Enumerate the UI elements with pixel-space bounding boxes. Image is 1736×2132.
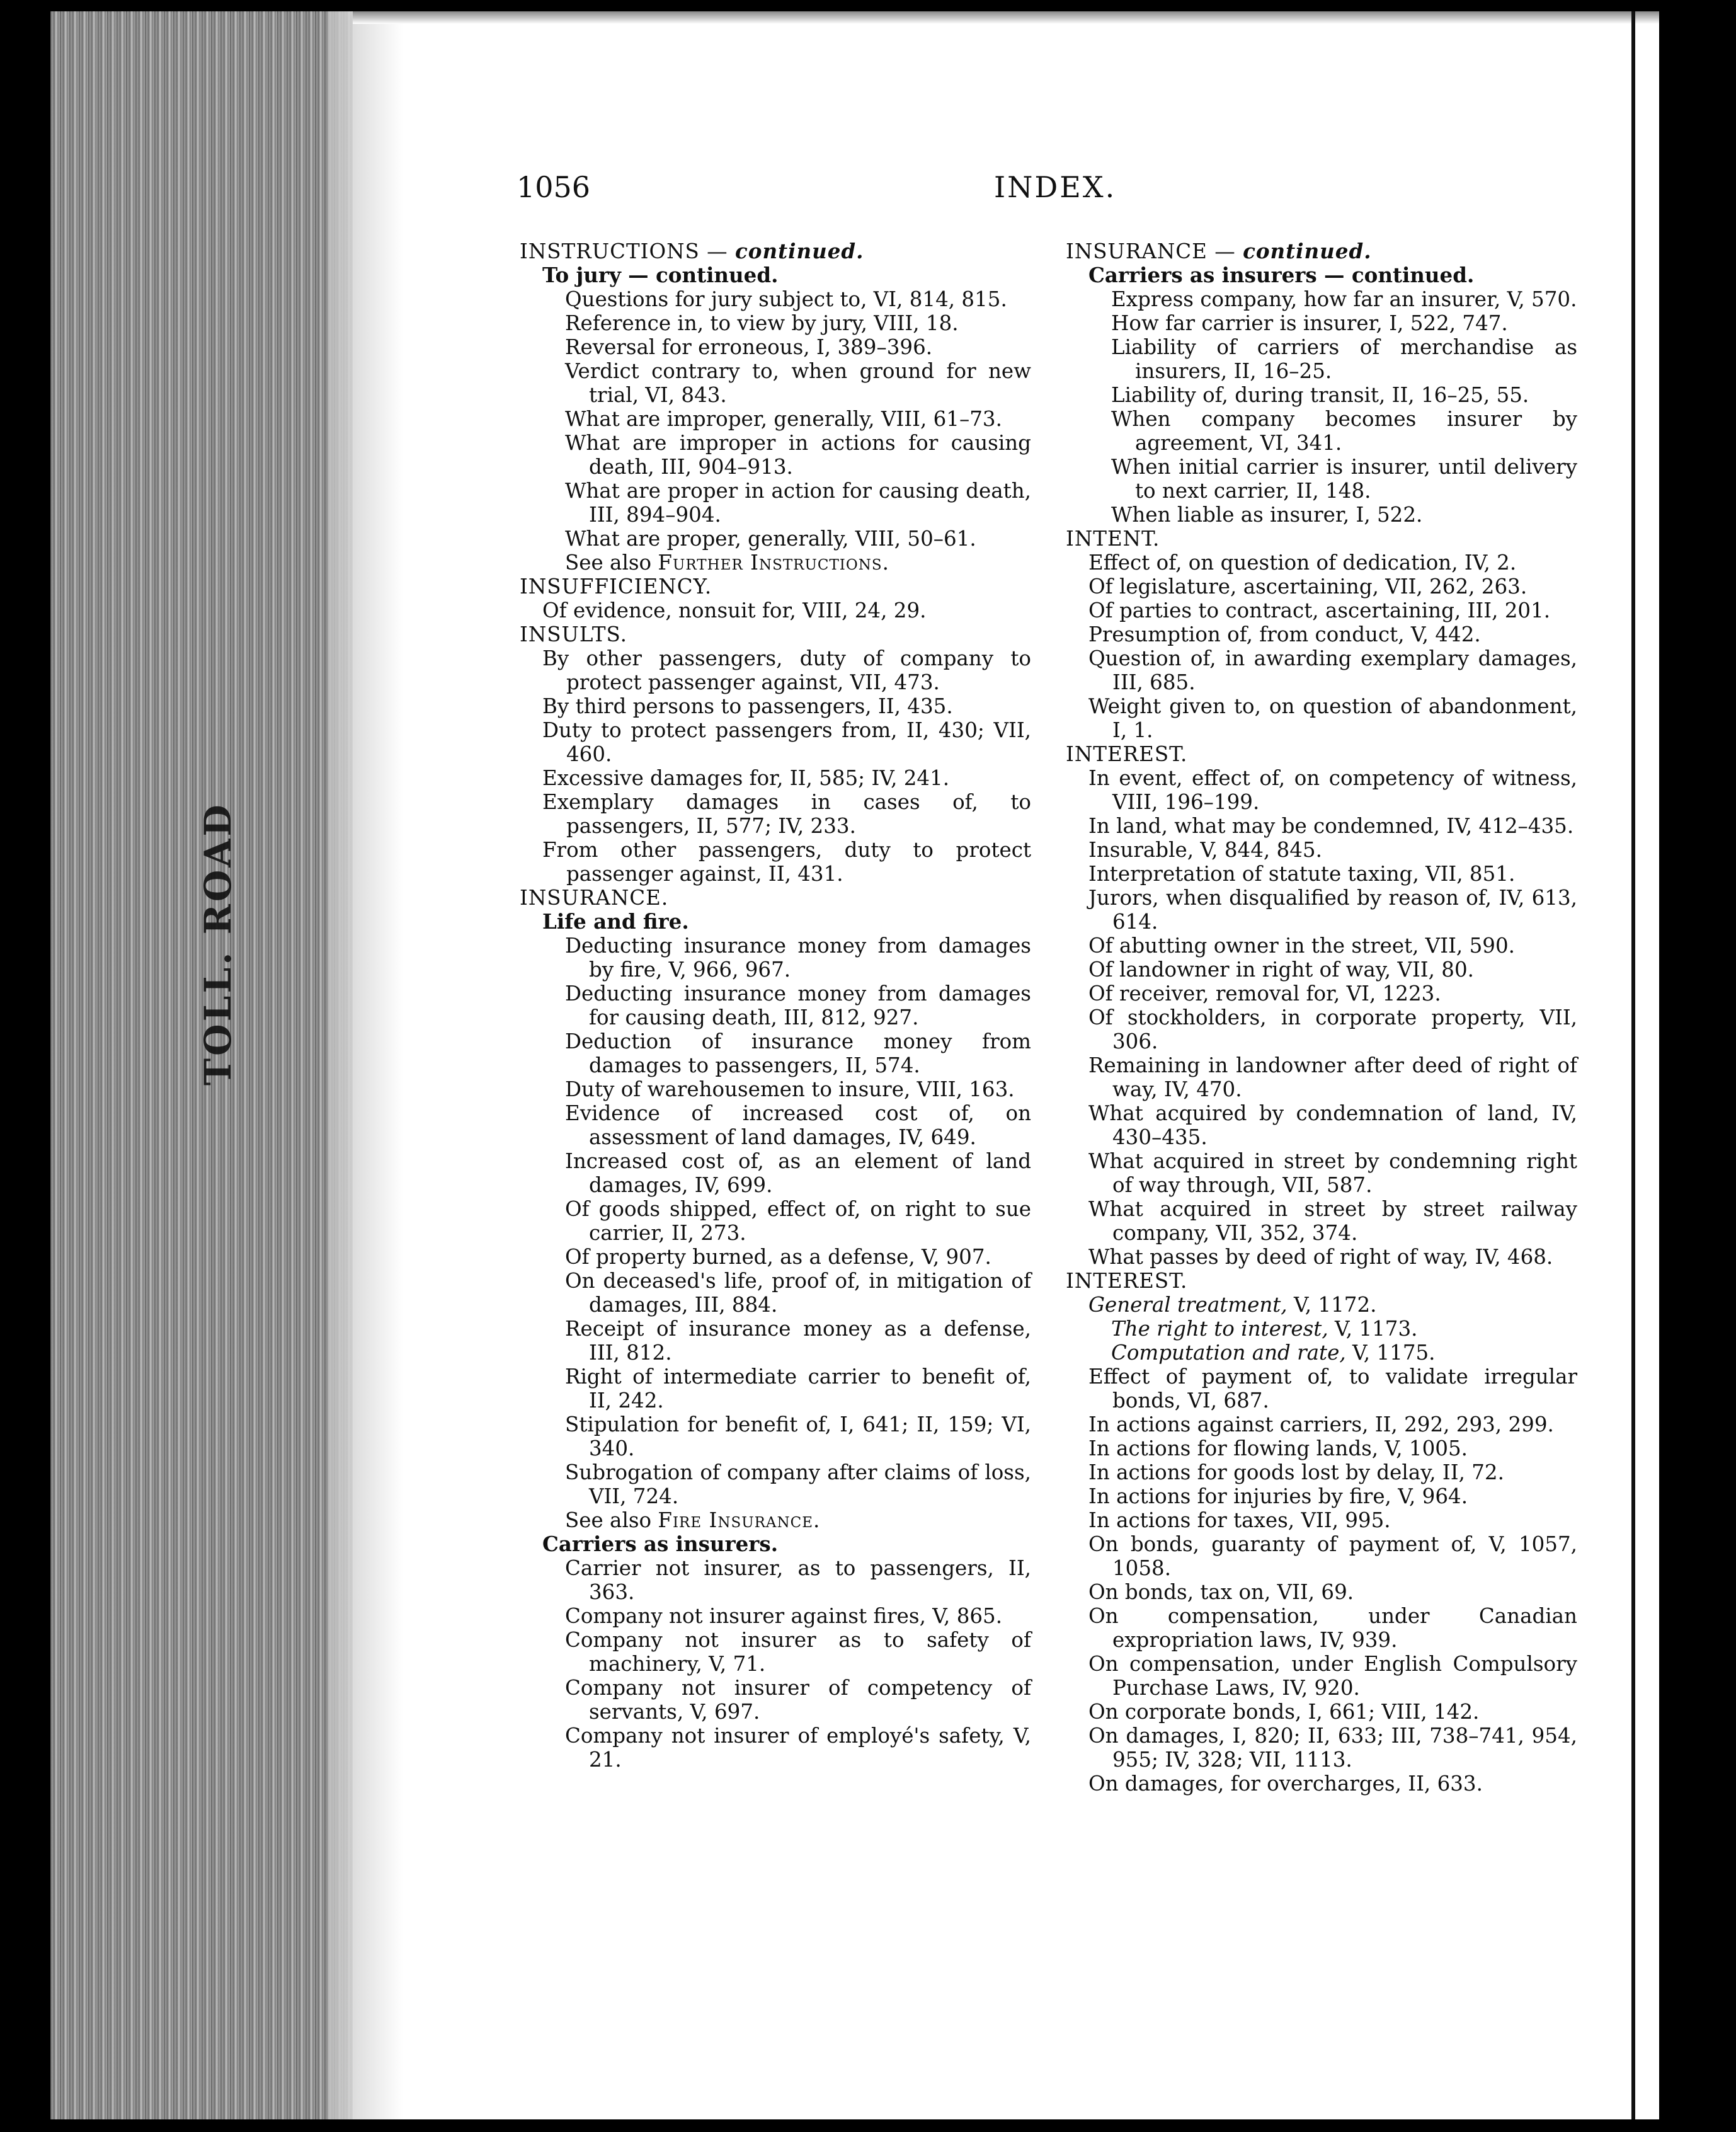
index-entry: In event, effect of, on competency of witness, VIII, 196–199.	[1088, 766, 1577, 814]
index-entry: On damages, I, 820; II, 633; III, 738–741, 954, 955; IV, 328; VII, 1113.	[1088, 1724, 1577, 1772]
index-entry: What are proper in action for causing death, III, 894–904.	[565, 479, 1031, 527]
index-entry: Express company, how far an insurer, V, 570.	[1111, 287, 1577, 311]
index-entry: Right of intermediate carrier to benefit of, II, 242.	[565, 1365, 1031, 1413]
index-entry: Liability of, during transit, II, 16–25, 55.	[1111, 383, 1529, 407]
sub-ref: V, 1175.	[1345, 1341, 1436, 1365]
index-entry: Company not insurer of employé's safety, V, 21.	[565, 1724, 1031, 1772]
index-subheading: Carriers as insurers.	[542, 1532, 779, 1556]
index-entry: Remaining in landowner after deed of right of way, IV, 470.	[1088, 1053, 1577, 1101]
continued-label: continued.	[734, 239, 864, 263]
index-entry: Interpretation of statute taxing, VII, 851.	[1088, 862, 1516, 886]
index-entry: By third persons to passengers, II, 435.	[542, 694, 953, 718]
index-entry: Of abutting owner in the street, VII, 590.	[1088, 934, 1515, 958]
index-entry: On bonds, guaranty of payment of, V, 1057, 1058.	[1088, 1532, 1577, 1580]
index-entry: What are improper, generally, VIII, 61–73.	[565, 407, 1002, 431]
index-heading: INSURANCE.	[520, 886, 669, 910]
page-number: 1056	[517, 170, 591, 204]
index-subheading-italic	[1088, 1293, 1577, 1317]
heading-term: INSTRUCTIONS —	[520, 239, 728, 263]
index-entry: Exemplary damages in cases of, to passengers, II, 577; IV, 233.	[542, 790, 1031, 838]
index-subentry-italic	[1111, 1317, 1577, 1341]
index-subheading: Carriers as insurers — continued.	[1088, 263, 1475, 287]
entry-list	[520, 1556, 1031, 1772]
index-entry: When liable as insurer, I, 522.	[1111, 503, 1423, 527]
entry-list	[1066, 1365, 1577, 1796]
index-subentry-italic	[1111, 1341, 1577, 1365]
index-entry: Of receiver, removal for, VI, 1223.	[1088, 982, 1441, 1006]
index-entry: What acquired by condemnation of land, IV, 430–435.	[1088, 1101, 1577, 1149]
index-entry: Company not insurer as to safety of machinery, V, 71.	[565, 1628, 1031, 1676]
index-entry: Company not insurer of competency of servants, V, 697.	[565, 1676, 1031, 1724]
index-entry: Presumption of, from conduct, V, 442.	[1088, 622, 1481, 646]
entry-list	[520, 646, 1031, 886]
index-entry: From other passengers, duty to protect passenger against, II, 431.	[542, 838, 1031, 886]
index-entry: On damages, for overcharges, II, 633.	[1088, 1772, 1483, 1796]
entry-list	[1066, 287, 1577, 527]
entry-list	[1066, 766, 1577, 1269]
heading-term: INSURANCE —	[1066, 239, 1236, 263]
index-entry: Of stockholders, in corporate property, VII, 306.	[1088, 1006, 1577, 1053]
binding-edge	[1659, 11, 1682, 2119]
index-entry: Deducting insurance money from damages by fire, V, 966, 967.	[565, 934, 1031, 982]
index-subheading: To jury — continued.	[542, 263, 779, 287]
index-heading: INTEREST.	[1066, 742, 1188, 766]
index-column-right	[1066, 239, 1577, 1796]
page-title: INDEX.	[994, 170, 1117, 204]
index-entry: What are proper, generally, VIII, 50–61.	[565, 527, 976, 551]
index-entry: Deducting insurance money from damages for causing death, III, 812, 927.	[565, 982, 1031, 1029]
index-entry: Of legislature, ascertaining, VII, 262, 263.	[1088, 575, 1528, 599]
index-entry: On bonds, tax on, VII, 69.	[1088, 1580, 1354, 1604]
index-entry: In actions against carriers, II, 292, 293, 299.	[1088, 1413, 1554, 1436]
index-entry: Excessive damages for, II, 585; IV, 241.	[542, 766, 950, 790]
index-heading: INSULTS.	[520, 622, 627, 646]
entry-list	[1066, 551, 1577, 742]
see-also-ref: Further Instructions.	[658, 551, 889, 575]
index-entry: On corporate bonds, I, 661; VIII, 142.	[1088, 1700, 1480, 1724]
index-entry: On compensation, under English Compulsory Purchase Laws, IV, 920.	[1088, 1652, 1577, 1700]
index-entry: On compensation, under Canadian expropriation laws, IV, 939.	[1088, 1604, 1577, 1652]
index-entry: Reference in, to view by jury, VIII, 18.	[565, 311, 959, 335]
index-heading: INSUFFICIENCY.	[520, 575, 712, 599]
index-entry: When company becomes insurer by agreement, VI, 341.	[1111, 407, 1577, 455]
index-entry: Of landowner in right of way, VII, 80.	[1088, 958, 1474, 982]
index-entry: How far carrier is insurer, I, 522, 747.	[1111, 311, 1508, 335]
index-entry: Jurors, when disqualified by reason of, IV, 613, 614.	[1088, 886, 1577, 934]
sub-label: General treatment,	[1088, 1293, 1288, 1317]
index-entry: In actions for flowing lands, V, 1005.	[1088, 1436, 1468, 1460]
spine-marks: TOLL. ROAD	[197, 802, 239, 1086]
index-heading	[1066, 239, 1577, 263]
index-entry: In land, what may be condemned, IV, 412–435.	[1088, 814, 1574, 838]
continued-label: continued.	[1243, 239, 1372, 263]
index-entry: Duty of warehousemen to insure, VIII, 163.	[565, 1077, 1015, 1101]
index-entry: When initial carrier is insurer, until delivery to next carrier, II, 148.	[1111, 455, 1577, 503]
entry-list	[520, 934, 1031, 1508]
index-entry: Reversal for erroneous, I, 389–396.	[565, 335, 933, 359]
index-entry: In actions for injuries by fire, V, 964.	[1088, 1484, 1468, 1508]
entry-list	[520, 287, 1031, 551]
index-entry: Company not insurer against fires, V, 865.	[565, 1604, 1003, 1628]
see-also-entry	[565, 1508, 1031, 1532]
index-entry: Of property burned, as a defense, V, 907.	[565, 1245, 991, 1269]
index-entry: Of evidence, nonsuit for, VIII, 24, 29.	[542, 599, 927, 622]
index-heading	[520, 239, 1031, 263]
sub-label: Computation and rate,	[1111, 1341, 1346, 1365]
index-entry: Subrogation of company after claims of loss, VII, 724.	[565, 1460, 1031, 1508]
index-column-left	[520, 239, 1031, 1772]
index-entry: What are improper in actions for causing death, III, 904–913.	[565, 431, 1031, 479]
index-entry: By other passengers, duty of company to protect passenger against, VII, 473.	[542, 646, 1031, 694]
index-entry: Increased cost of, as an element of land damages, IV, 699.	[565, 1149, 1031, 1197]
index-heading: INTEREST.	[1066, 1269, 1188, 1293]
index-entry: Of goods shipped, effect of, on right to sue carrier, II, 273.	[565, 1197, 1031, 1245]
index-entry: Duty to protect passengers from, II, 430; VII, 460.	[542, 718, 1031, 766]
index-entry: Question of, in awarding exemplary damages, III, 685.	[1088, 646, 1577, 694]
index-entry: Carrier not insurer, as to passengers, II, 363.	[565, 1556, 1031, 1604]
see-also-prefix: See also	[565, 1508, 658, 1532]
index-entry: Liability of carriers of merchandise as insurers, II, 16–25.	[1111, 335, 1577, 383]
see-also-prefix: See also	[565, 551, 658, 575]
index-entry: Evidence of increased cost of, on assessment of land damages, IV, 649.	[565, 1101, 1031, 1149]
index-entry: What passes by deed of right of way, IV, 468.	[1088, 1245, 1553, 1269]
index-subheading: Life and fire.	[542, 909, 689, 934]
index-entry: Effect of, on question of dedication, IV, 2.	[1088, 551, 1517, 575]
index-entry: Verdict contrary to, when ground for new trial, VI, 843.	[565, 359, 1031, 407]
index-entry: Questions for jury subject to, VI, 814, 815.	[565, 287, 1007, 311]
index-entry: Effect of payment of, to validate irregular bonds, VI, 687.	[1088, 1365, 1577, 1413]
index-entry: Weight given to, on question of abandonment, I, 1.	[1088, 694, 1577, 742]
top-shadow	[353, 11, 1682, 24]
index-entry: What acquired in street by street railway company, VII, 352, 374.	[1088, 1197, 1577, 1245]
sub-ref: V, 1172.	[1287, 1293, 1377, 1317]
index-entry: Insurable, V, 844, 845.	[1088, 838, 1322, 862]
sub-label: The right to interest,	[1111, 1317, 1328, 1341]
index-entry: Deduction of insurance money from damages to passengers, II, 574.	[565, 1029, 1031, 1077]
entry-list	[520, 599, 1031, 622]
sub-ref: V, 1173.	[1328, 1317, 1418, 1341]
see-also-ref: Fire Insurance.	[658, 1508, 821, 1532]
index-entry: Stipulation for benefit of, I, 641; II, 159; VI, 340.	[565, 1413, 1031, 1460]
book-page	[50, 11, 1682, 2119]
index-entry: Of parties to contract, ascertaining, III, 201.	[1088, 599, 1551, 622]
binding-line	[1631, 11, 1635, 2119]
index-entry: Receipt of insurance money as a defense, III, 812.	[565, 1317, 1031, 1365]
index-heading: INTENT.	[1066, 527, 1160, 551]
index-entry: What acquired in street by condemning right of way through, VII, 587.	[1088, 1149, 1577, 1197]
sub-list	[1066, 1317, 1577, 1365]
see-also-entry	[565, 551, 1031, 575]
index-entry: In actions for taxes, VII, 995.	[1088, 1508, 1391, 1532]
index-entry: On deceased's life, proof of, in mitigation of damages, III, 884.	[565, 1269, 1031, 1317]
index-entry: In actions for goods lost by delay, II, 72.	[1088, 1460, 1504, 1484]
page-header	[517, 170, 1146, 214]
